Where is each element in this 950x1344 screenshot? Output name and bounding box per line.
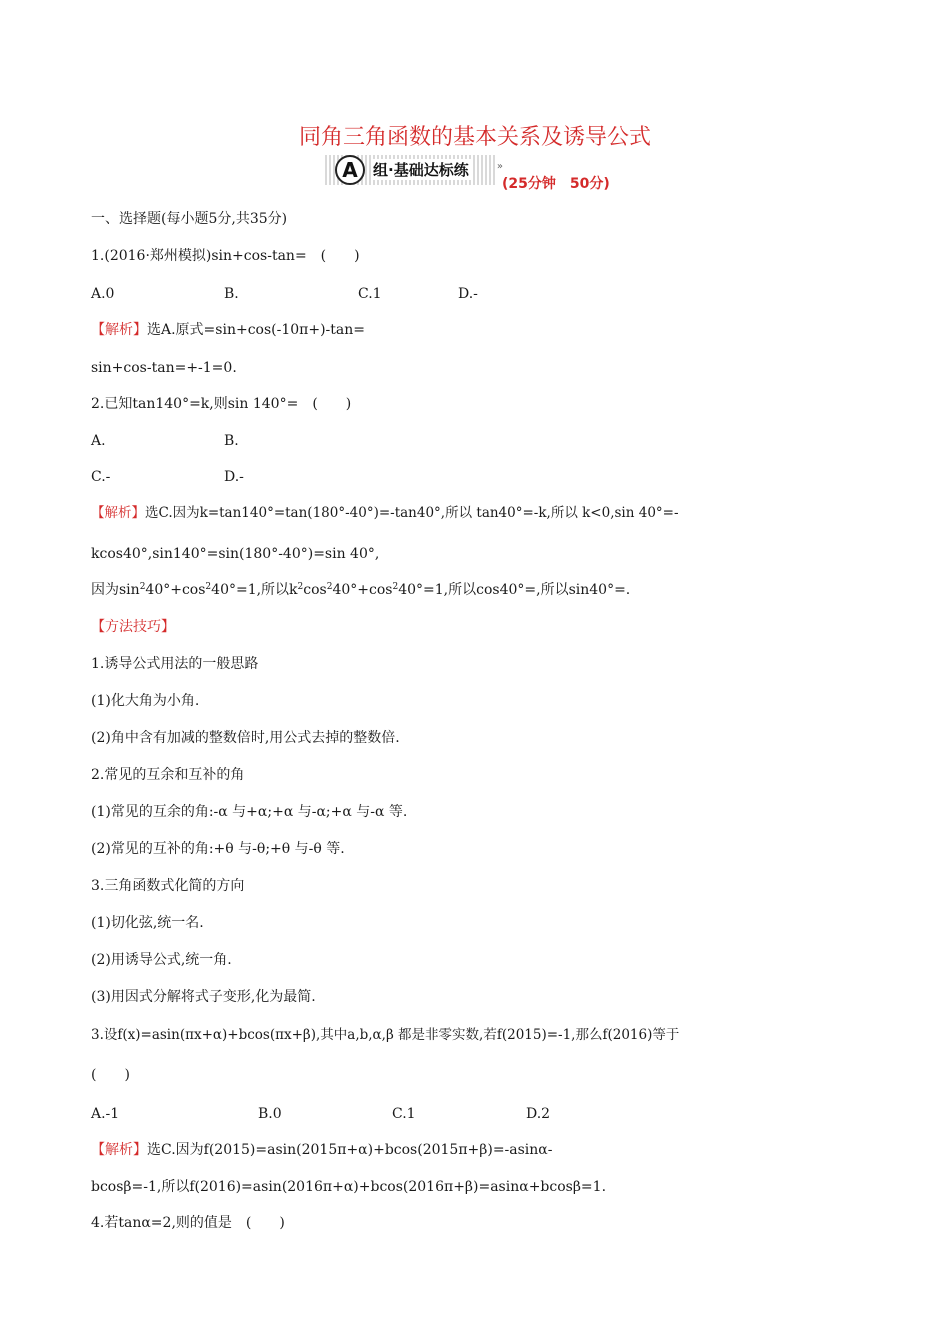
q1-option-a: A.0	[91, 286, 115, 302]
text-part: 40°=1,所以k	[211, 582, 298, 598]
text-part: cos	[303, 582, 327, 598]
q2-option-d: D.-	[224, 469, 244, 485]
analysis-label: 【解析】	[91, 1142, 147, 1158]
q2-option-c: C.-	[91, 469, 111, 485]
analysis-text: 选C.因为f(2015)=asin(2015π+α)+bcos(2015π+β)=-asinα-	[147, 1142, 553, 1158]
badge-arrow-icon: »	[496, 161, 503, 172]
q1-option-d: D.-	[458, 286, 478, 302]
text-part: 40°+cos	[145, 582, 206, 598]
exponent: 2	[139, 582, 146, 592]
analysis-text: 选A.原式=sin+cos(-10π+)-tan=	[147, 322, 366, 338]
q1-option-c: C.1	[358, 286, 382, 302]
method-line: (2)常见的互补的角:+θ 与-θ;+θ 与-θ 等.	[91, 841, 345, 857]
q2-analysis-line2: kcos40°,sin140°=sin(180°-40°)=sin 40°,	[91, 546, 380, 562]
q2-option-b: B.	[224, 433, 239, 449]
exponent: 2	[205, 582, 212, 592]
method-line: (3)用因式分解将式子变形,化为最简.	[91, 989, 316, 1005]
question-4-stem: 4.若tanα=2,则的值是 ( )	[91, 1215, 285, 1231]
exponent: 2	[326, 582, 333, 592]
method-line: (1)常见的互余的角:-α 与+α;+α 与-α;+α 与-α 等.	[91, 804, 408, 820]
method-line: 1.诱导公式用法的一般思路	[91, 656, 259, 672]
method-line: (1)切化弦,统一名.	[91, 915, 204, 931]
badge-text: 组·基础达标练	[373, 161, 469, 179]
q3-option-b: B.0	[258, 1106, 282, 1122]
page-title: 同角三角函数的基本关系及诱导公式	[298, 125, 651, 150]
q3-option-d: D.2	[526, 1106, 551, 1122]
text-part: 40°+cos	[332, 582, 393, 598]
q3-analysis	[91, 1141, 553, 1159]
badge-letter-circle: A	[335, 155, 365, 185]
analysis-label: 【解析】	[91, 322, 147, 338]
method-line: (2)用诱导公式,统一角.	[91, 952, 232, 968]
q1-option-b: B.	[224, 286, 239, 302]
analysis-label: 【解析】	[91, 505, 145, 521]
q2-analysis	[91, 504, 679, 522]
group-badge	[325, 155, 503, 185]
q3-option-c: C.1	[392, 1106, 416, 1122]
q1-analysis-line2: sin+cos-tan=+-1=0.	[91, 360, 237, 376]
exponent: 2	[297, 582, 304, 592]
question-3-stem-line2: ( )	[91, 1067, 130, 1083]
q3-analysis-line2: bcosβ=-1,所以f(2016)=asin(2016π+α)+bcos(2016π+β)=asinα+bcosβ=1.	[91, 1179, 607, 1195]
q2-option-a: A.	[91, 433, 106, 449]
question-2-stem: 2.已知tan140°=k,则sin 140°= ( )	[91, 396, 352, 412]
time-note: (25分钟 50分)	[502, 176, 610, 192]
exponent: 2	[392, 582, 399, 592]
text-part: 因为sin	[91, 582, 140, 598]
analysis-text: 选C.因为k=tan140°=tan(180°-40°)=-tan40°,所以 tan40°=-k,所以 k<0,sin 40°=-	[145, 505, 679, 521]
method-tips-label: 【方法技巧】	[91, 619, 175, 635]
question-1-stem: 1.(2016·郑州模拟)sin+cos-tan= ( )	[91, 248, 360, 264]
method-line: (1)化大角为小角.	[91, 693, 200, 709]
q2-analysis-line3	[91, 581, 630, 599]
method-line: (2)角中含有加减的整数倍时,用公式去掉的整数倍.	[91, 730, 400, 746]
method-line: 2.常见的互余和互补的角	[91, 767, 245, 783]
text-part: 40°=1,所以cos40°=,所以sin40°=.	[398, 582, 631, 598]
section-heading: 一、选择题(每小题5分,共35分)	[91, 211, 288, 227]
method-line: 3.三角函数式化简的方向	[91, 878, 245, 894]
q1-analysis	[91, 321, 365, 339]
q3-option-a: A.-1	[91, 1106, 120, 1122]
question-3-stem: 3.设f(x)=asin(πx+α)+bcos(πx+β),其中a,b,α,β 都是非零实数,若f(2015)=-1,那么f(2016)等于	[91, 1027, 680, 1043]
